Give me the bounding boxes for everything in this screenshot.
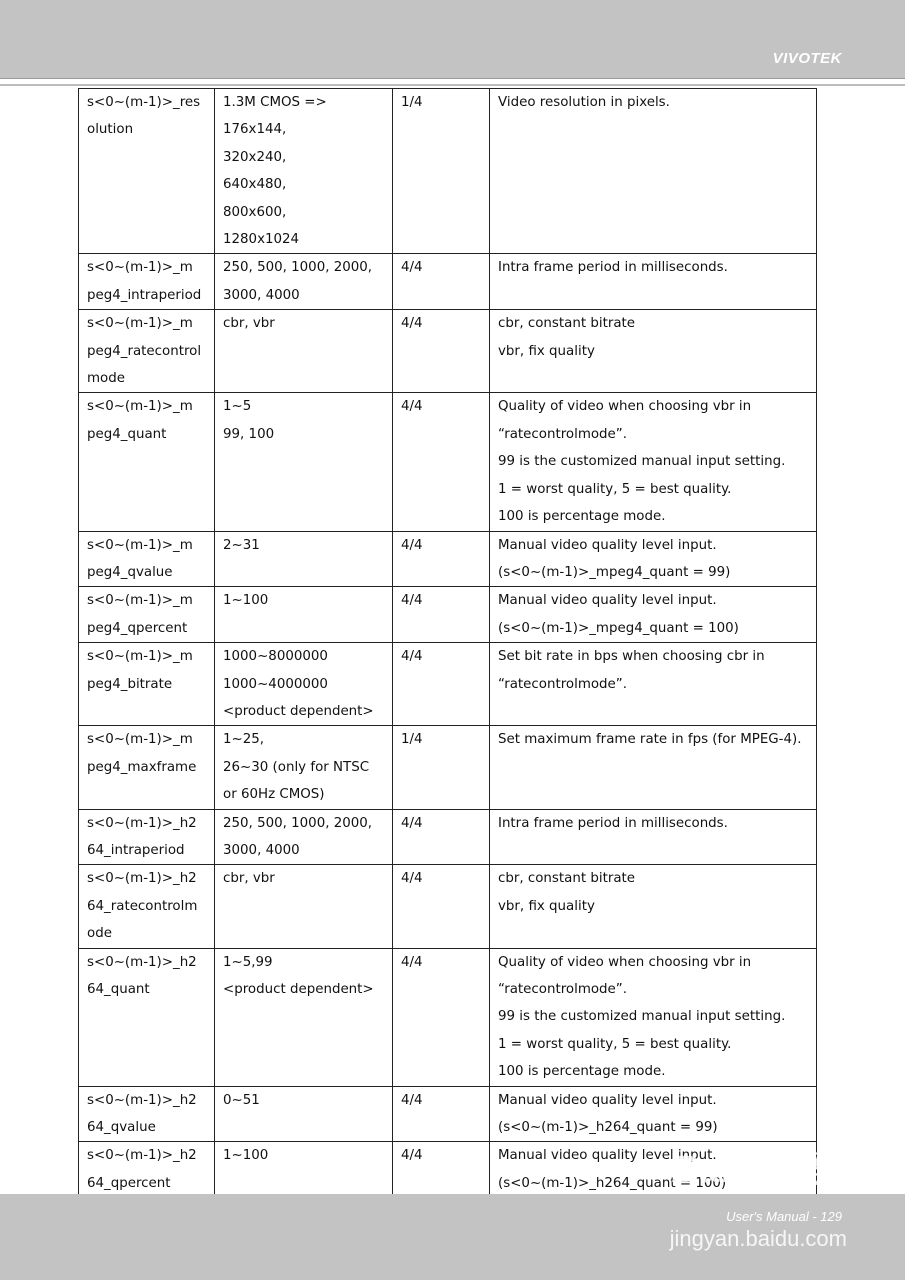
cell-line: or 60Hz CMOS) [223, 787, 325, 803]
cell-line: Video resolution in pixels. [498, 95, 670, 110]
cell-line: “ratecontrolmode”. [498, 676, 627, 692]
param-description-cell [490, 531, 817, 587]
param-value-cell [215, 809, 393, 865]
cell-line: s<0~(m-1)>_h2 [87, 815, 197, 831]
cell-line: <product dependent> [223, 703, 374, 719]
cell-line: 4/4 [401, 537, 423, 553]
param-value-cell [215, 587, 393, 643]
cell-line: s<0~(m-1)>_h2 [87, 1148, 197, 1164]
table-row [79, 531, 817, 587]
cell-line: 3000, 4000 [223, 287, 300, 303]
cell-line: <product dependent> [223, 982, 374, 997]
cell-line: peg4_qpercent [87, 620, 188, 636]
cell-line: mode [87, 371, 125, 387]
cell-line: Manual video quality level input. [498, 1092, 717, 1108]
param-security-cell [393, 310, 490, 393]
cell-line: 4/4 [401, 871, 423, 887]
table-row [79, 643, 817, 726]
cell-line: 26~30 (only for NTSC [223, 759, 370, 775]
cell-line: 1~25, [223, 732, 265, 748]
param-value-cell [215, 865, 393, 948]
param-name-cell [79, 310, 215, 393]
param-security-cell [393, 1086, 490, 1142]
param-description-cell [490, 809, 817, 865]
table-row [79, 393, 817, 531]
param-name-cell [79, 587, 215, 643]
cell-line: Set maximum frame rate in fps (for MPEG-4). [498, 732, 802, 748]
cell-line: ode [87, 926, 112, 942]
cell-line: 1~100 [223, 593, 269, 609]
header-rule [0, 78, 905, 79]
param-description-cell [490, 865, 817, 948]
cell-line: 3000, 4000 [223, 842, 300, 858]
param-description-cell [490, 726, 817, 809]
cell-line: Quality of video when choosing vbr in [498, 954, 752, 970]
param-name-cell [79, 393, 215, 531]
param-description-cell [490, 254, 817, 310]
param-value-cell [215, 254, 393, 310]
cell-line: Manual video quality level input. [498, 1148, 717, 1164]
cell-line: 4/4 [401, 316, 423, 332]
cell-line: 99 is the customized manual input setting. [498, 1009, 786, 1025]
cell-line: 250, 500, 1000, 2000, [223, 260, 373, 276]
param-name-cell [79, 1086, 215, 1142]
param-security-cell [393, 1142, 490, 1198]
cell-line: 4/4 [401, 399, 423, 415]
cell-line: (s<0~(m-1)>_mpeg4_quant = 99) [498, 564, 731, 580]
cell-line: s<0~(m-1)>_res [87, 95, 201, 110]
watermark-url: jingyan.baidu.com [669, 1226, 847, 1251]
param-description-cell [490, 393, 817, 531]
cell-line: 99 is the customized manual input setting. [498, 454, 786, 470]
cell-line: 64_quant [87, 982, 150, 997]
cell-line: s<0~(m-1)>_m [87, 732, 193, 748]
parameter-table-body [79, 89, 817, 1198]
cell-line: 100 is percentage mode. [498, 509, 666, 525]
cell-line: Manual video quality level input. [498, 593, 717, 609]
cell-line: 640x480, [223, 177, 287, 193]
table-row [79, 1086, 817, 1142]
cell-line: Set bit rate in bps when choosing cbr in [498, 649, 765, 665]
cell-line: peg4_intraperiod [87, 287, 202, 303]
watermark [670, 1148, 847, 1252]
cell-line: (s<0~(m-1)>_mpeg4_quant = 100) [498, 620, 739, 636]
cell-line: Intra frame period in milliseconds. [498, 815, 728, 831]
parameter-table [78, 88, 817, 1198]
cell-line: s<0~(m-1)>_m [87, 593, 193, 609]
cell-line: 64_intraperiod [87, 842, 185, 858]
cell-line: s<0~(m-1)>_m [87, 399, 193, 415]
cell-line: peg4_quant [87, 426, 167, 442]
param-name-cell [79, 254, 215, 310]
param-name-cell [79, 809, 215, 865]
cell-line: 2~31 [223, 537, 260, 553]
param-description-cell [490, 948, 817, 1086]
cell-line: 1~5,99 [223, 954, 273, 970]
cell-line: 4/4 [401, 1092, 423, 1108]
cell-line: cbr, constant bitrate [498, 316, 636, 332]
param-value-cell [215, 393, 393, 531]
param-value-cell [215, 89, 393, 254]
cell-line: Manual video quality level input. [498, 537, 717, 553]
cell-line: peg4_maxframe [87, 759, 197, 775]
table-row [79, 865, 817, 948]
param-security-cell [393, 531, 490, 587]
table-row [79, 310, 817, 393]
cell-line: 1000~4000000 [223, 676, 328, 692]
cell-line: s<0~(m-1)>_h2 [87, 1092, 197, 1108]
cell-line: s<0~(m-1)>_m [87, 316, 193, 332]
cell-line: vbr, fix quality [498, 898, 595, 914]
param-name-cell [79, 726, 215, 809]
cell-line: 250, 500, 1000, 2000, [223, 815, 373, 831]
cell-line: s<0~(m-1)>_h2 [87, 871, 197, 887]
param-value-cell [215, 1142, 393, 1198]
param-value-cell [215, 531, 393, 587]
cell-line: 99, 100 [223, 426, 275, 442]
cell-line: peg4_bitrate [87, 676, 173, 692]
cell-line: 4/4 [401, 815, 423, 831]
table-row [79, 809, 817, 865]
param-security-cell [393, 948, 490, 1086]
cell-line: 4/4 [401, 260, 423, 276]
cell-line: 4/4 [401, 954, 423, 970]
cell-line: olution [87, 122, 134, 138]
param-name-cell [79, 643, 215, 726]
cell-line: 4/4 [401, 649, 423, 665]
param-security-cell [393, 393, 490, 531]
cell-line: 1 = worst quality, 5 = best quality. [498, 1036, 732, 1052]
cell-line: peg4_qvalue [87, 564, 173, 580]
cell-line: 1~5 [223, 399, 252, 415]
cell-line: s<0~(m-1)>_m [87, 260, 193, 276]
param-description-cell [490, 89, 817, 254]
param-value-cell [215, 726, 393, 809]
table-row [79, 587, 817, 643]
page-header [0, 0, 905, 78]
cell-line: 64_qvalue [87, 1120, 156, 1136]
param-name-cell [79, 1142, 215, 1198]
param-security-cell [393, 587, 490, 643]
brand-logo: VIVOTEK [772, 50, 842, 67]
param-security-cell [393, 89, 490, 254]
param-security-cell [393, 865, 490, 948]
cell-line: vbr, fix quality [498, 343, 595, 359]
param-description-cell [490, 310, 817, 393]
table-row [79, 948, 817, 1086]
cell-line: peg4_ratecontrol [87, 343, 202, 359]
cell-line: 0~51 [223, 1092, 260, 1108]
cell-line: 800x600, [223, 204, 287, 220]
page-number: User's Manual - 129 [726, 1209, 842, 1224]
cell-line: (s<0~(m-1)>_h264_quant = 100) [498, 1175, 727, 1191]
cell-line: (s<0~(m-1)>_h264_quant = 99) [498, 1120, 718, 1136]
cell-line: 1~100 [223, 1148, 269, 1164]
param-name-cell [79, 948, 215, 1086]
cell-line: s<0~(m-1)>_h2 [87, 954, 197, 970]
cell-line: 1/4 [401, 95, 423, 110]
cell-line: 1/4 [401, 732, 423, 748]
cell-line: 64_ratecontrolm [87, 898, 198, 914]
param-name-cell [79, 531, 215, 587]
param-description-cell [490, 643, 817, 726]
cell-line: s<0~(m-1)>_m [87, 649, 193, 665]
param-value-cell [215, 1086, 393, 1142]
cell-line: 64_qpercent [87, 1175, 171, 1191]
cell-line: 1 = worst quality, 5 = best quality. [498, 481, 732, 497]
param-security-cell [393, 726, 490, 809]
cell-line: 1.3M CMOS => [223, 95, 327, 110]
param-security-cell [393, 809, 490, 865]
param-value-cell [215, 643, 393, 726]
cell-line: 4/4 [401, 593, 423, 609]
cell-line: “ratecontrolmode”. [498, 982, 627, 997]
cell-line: “ratecontrolmode”. [498, 426, 627, 442]
param-security-cell [393, 254, 490, 310]
cell-line: cbr, constant bitrate [498, 871, 636, 887]
cell-line: s<0~(m-1)>_m [87, 537, 193, 553]
param-value-cell [215, 948, 393, 1086]
cell-line: 1280x1024 [223, 232, 300, 248]
cell-line: cbr, vbr [223, 871, 275, 887]
param-security-cell [393, 643, 490, 726]
cell-line: 1000~8000000 [223, 649, 328, 665]
cell-line: 4/4 [401, 1148, 423, 1164]
page-rule [0, 84, 905, 86]
param-description-cell [490, 1086, 817, 1142]
param-description-cell [490, 587, 817, 643]
table-row [79, 254, 817, 310]
cell-line: 100 is percentage mode. [498, 1064, 666, 1080]
cell-line: cbr, vbr [223, 316, 275, 332]
table-row [79, 726, 817, 809]
param-name-cell [79, 865, 215, 948]
cell-line: 320x240, [223, 149, 287, 165]
param-name-cell [79, 89, 215, 254]
table-row [79, 89, 817, 254]
cell-line: 176x144, [223, 122, 287, 138]
cell-line: Intra frame period in milliseconds. [498, 260, 728, 276]
param-value-cell [215, 310, 393, 393]
watermark-logo: Baié 经验 [671, 1149, 846, 1191]
cell-line: Quality of video when choosing vbr in [498, 399, 752, 415]
